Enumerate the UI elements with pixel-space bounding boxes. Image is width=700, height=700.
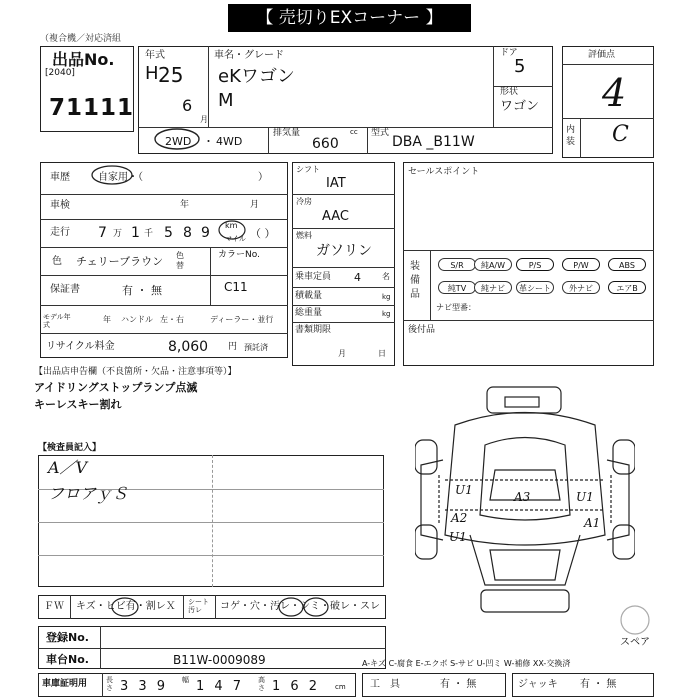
- km-circle: [217, 218, 247, 242]
- navi-model-label: ナビ型番：: [436, 303, 476, 312]
- dealer: ディーラー・並行: [210, 315, 274, 324]
- gross-unit: kg: [382, 310, 391, 318]
- car-name-label: 車名・グレード: [214, 50, 284, 61]
- inspector-label: 【検査員記入】: [38, 443, 102, 453]
- drive-circle: [152, 126, 202, 152]
- lot-number: 71111: [49, 95, 135, 121]
- model-code-label: 型式: [371, 128, 390, 138]
- fuel-value: ガソリン: [316, 243, 372, 259]
- mileage-digit: 千: [144, 229, 154, 239]
- gross-label: 総重量: [295, 308, 323, 318]
- mileage-digit: 1: [131, 225, 140, 241]
- score-value: 4: [602, 71, 627, 115]
- mileage-digit: 5: [164, 225, 173, 241]
- after-mount-label: 後付品: [408, 325, 436, 335]
- legend: A-キズ C-腐食 E-エクボ S-サビ U-凹ミ W-補修 XX-交換済: [362, 659, 571, 668]
- equipment-item: エアB: [608, 281, 646, 294]
- drive-4wd: 4WD: [216, 135, 243, 148]
- cert-height-label: 高さ: [258, 676, 265, 692]
- inspection-label: 車検: [50, 200, 70, 211]
- equipment-item: 革シート: [516, 281, 554, 294]
- cert-width-label: 幅: [182, 676, 189, 684]
- color-label: 色: [52, 256, 62, 267]
- mileage-mile: マイル: [225, 235, 246, 243]
- recycle-unit: 円: [228, 342, 238, 352]
- equipment-item: ABS: [608, 258, 646, 271]
- displacement-label: 排気量: [273, 128, 301, 138]
- history-label: 車歴: [50, 172, 70, 183]
- car-name: eKワゴン: [218, 66, 295, 87]
- lot-box: [40, 46, 134, 132]
- cert-cm: cm: [335, 683, 346, 691]
- damage-mark-5: U1: [449, 530, 467, 544]
- reg-label: 登録No.: [46, 631, 89, 644]
- remarks-line-1: アイドリングストップランプ点滅: [34, 381, 198, 394]
- fw-items: キズ・ヒビ有・割レＸ: [76, 601, 176, 612]
- hibi-circle: [110, 596, 140, 618]
- interior-value: C: [612, 122, 629, 147]
- lot-sub: [2040]: [45, 68, 75, 78]
- model-code: DBA _B11W: [392, 134, 475, 150]
- damage-mark-6: A1: [584, 516, 601, 530]
- year-month: 6: [182, 96, 193, 115]
- year-label: 年式: [145, 50, 165, 61]
- equipment-item: 純TV: [438, 281, 476, 294]
- mileage-km: km: [225, 221, 238, 230]
- year-value: 25: [158, 63, 184, 87]
- inspector-grid: [38, 455, 384, 587]
- equipment-item: P/S: [516, 258, 554, 271]
- jack-value: 有 ・ 無: [580, 679, 617, 690]
- doors-label: ドア: [500, 48, 518, 58]
- equipment-label: 装備品: [410, 261, 420, 300]
- cert-length: 3 3 9: [120, 679, 169, 694]
- shape-value: ワゴン: [500, 99, 540, 114]
- mileage-digit: 7: [98, 225, 107, 241]
- shape-label: 形状: [500, 87, 519, 97]
- warranty-label: 保証書: [50, 284, 80, 295]
- month-suffix: 月: [200, 115, 208, 124]
- damage-mark-3: U1: [576, 490, 594, 504]
- inspection-month: 月: [250, 200, 260, 210]
- mileage-label: 走行: [50, 227, 70, 238]
- mileage-digit: 8: [183, 225, 192, 241]
- shift-value: IAT: [326, 176, 346, 191]
- handle-label: ハンドル: [121, 315, 153, 324]
- cert-height: 1 6 2: [272, 679, 321, 694]
- banner-title: 【 売切りEXコーナー 】: [228, 4, 471, 32]
- displacement-unit: cc: [350, 128, 358, 136]
- remarks-line-2: キーレスキー割れ: [34, 398, 122, 411]
- docs-label: 書類期限: [295, 325, 332, 335]
- car-grade: M: [218, 90, 234, 111]
- damage-mark-1: U1: [455, 483, 473, 497]
- mileage-paren: （ ）: [250, 227, 276, 240]
- inspector-line-2: フロアｙＳ: [48, 484, 129, 503]
- fw-label: ＦＷ: [44, 601, 64, 612]
- damage-mark-2: A3: [514, 490, 531, 504]
- equipment-item: S/R: [438, 258, 476, 271]
- sales-points-label: セールスポイント: [408, 167, 480, 177]
- chassis-value: B11W-0009089: [173, 653, 266, 667]
- jack-label: ジャッキ: [518, 679, 558, 690]
- fw-seat: シート汚レ: [188, 598, 209, 614]
- color-value: チェリーブラウン: [76, 255, 164, 268]
- docs-unit: 月日: [338, 349, 418, 358]
- interior-label: 内装: [566, 125, 576, 147]
- drive-sep: ・: [203, 135, 214, 148]
- remarks-label: 【出品店申告欄（不良箇所・欠品・注意事項等）】: [34, 367, 237, 377]
- history-value: 自家用・（: [98, 172, 143, 183]
- displacement-value: 660: [312, 136, 339, 152]
- doors-value: 5: [514, 56, 526, 77]
- warranty-value: 有 ・ 無: [122, 284, 162, 297]
- color-change-label: 色替: [176, 251, 184, 270]
- fuel-label: 燃料: [296, 231, 312, 240]
- ac-label: 冷房: [296, 197, 312, 206]
- color-no: C11: [224, 280, 248, 294]
- equipment-item: P/W: [562, 258, 600, 271]
- capacity-label: 乗車定員: [295, 272, 332, 282]
- recycle-label: リサイクル料金: [46, 341, 115, 352]
- top-note: （複合機／対応済組: [40, 34, 122, 44]
- handle-value: 左・右: [160, 315, 184, 324]
- lot-label: 出品No.: [52, 50, 115, 69]
- cert-width: 1 4 7: [196, 679, 245, 694]
- equipment-item: 純A/W: [474, 258, 512, 271]
- stain-circle: [278, 596, 330, 618]
- damage-mark-4: A2: [451, 511, 468, 525]
- cert-length-label: 長さ: [106, 676, 113, 692]
- fw-wear: コゲ・穴・汚レ・シミ・破レ・スレ: [220, 601, 380, 612]
- capacity-unit: 名: [382, 272, 390, 281]
- history-close: ）: [258, 172, 268, 183]
- score-label: 評価点: [588, 50, 616, 60]
- drive-2wd: 2WD: [165, 135, 192, 148]
- load-unit: kg: [382, 293, 391, 301]
- inspection-year: 年: [180, 200, 190, 210]
- cert-label: 車庫証明用: [42, 679, 88, 689]
- equipment-item: 純ナビ: [474, 281, 512, 294]
- history-circle: [90, 163, 134, 187]
- inspector-line-1: A／V: [48, 458, 88, 477]
- ac-value: AAC: [322, 209, 349, 224]
- model-year-unit: 年: [103, 315, 111, 324]
- mileage-digit: 万: [113, 229, 123, 239]
- middle-table: [292, 162, 395, 366]
- capacity-value: 4: [354, 271, 361, 284]
- recycle-value: 8,060: [168, 339, 209, 355]
- load-label: 積載量: [295, 291, 323, 301]
- tools-label: 工具: [370, 679, 410, 690]
- chassis-label: 車台No.: [46, 653, 89, 666]
- spare-label: スペア: [620, 637, 650, 648]
- tools-value: 有 ・ 無: [440, 679, 477, 690]
- year-era: H: [145, 63, 159, 84]
- recycle-note: 預託済: [244, 343, 268, 352]
- spare-circle: [619, 604, 651, 636]
- equipment-item: 外ナビ: [562, 281, 600, 294]
- shift-label: シフト: [296, 165, 320, 174]
- color-no-label: カラーNo.: [218, 250, 260, 260]
- model-year-label: モデル年式: [43, 313, 71, 329]
- mileage-digit: 9: [201, 225, 210, 241]
